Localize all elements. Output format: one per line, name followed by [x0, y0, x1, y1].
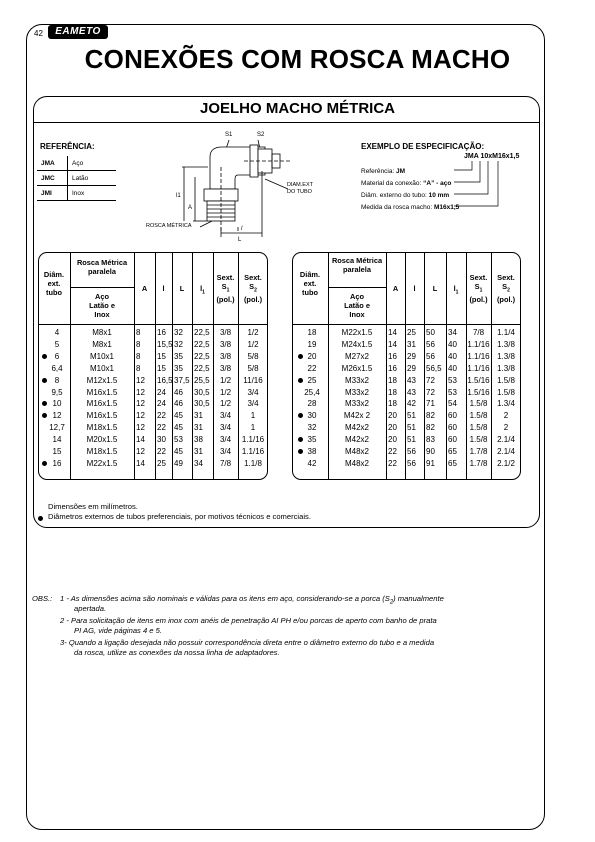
cell-l-small: 29 — [407, 351, 416, 361]
referencia-label: REFERÊNCIA: — [40, 142, 95, 151]
cell-l-small: 43 — [407, 375, 416, 385]
cell-s1: 3/8 — [219, 339, 232, 349]
ref-code: JMA — [37, 156, 68, 171]
cell-s2: 1/2 — [247, 339, 259, 349]
cell-l-big: 72 — [426, 375, 435, 385]
header-l-small: l — [162, 284, 165, 293]
cell-l-big: 32 — [174, 328, 183, 337]
exemplo-line: Diâm. externo do tubo: 10 mm — [361, 192, 450, 199]
cell-diam: 19 — [307, 339, 317, 349]
cell-rosca: M33x2 — [344, 375, 369, 385]
cell-s1: 3/8 — [219, 351, 232, 361]
cell-a: 12 — [136, 447, 145, 456]
cell-s1: 7/8 — [219, 458, 232, 468]
cell-rosca: M48x2 — [344, 447, 369, 456]
cell-diam: 5 — [54, 339, 60, 349]
cell-l-small: 25 — [407, 328, 416, 337]
cell-a: 12 — [136, 375, 145, 385]
cell-a: 12 — [136, 411, 145, 421]
obs-item-1: 1 - As dimensões acima são nominais e válidas para os itens em aço, considerando-se a porca $(S_2)$ manualmente — [60, 594, 444, 606]
cell-l-big: 49 — [174, 458, 183, 468]
cell-s2: 2 — [503, 411, 509, 421]
header-divider — [38, 324, 268, 325]
cell-l-small: 25 — [157, 458, 166, 468]
preferred-dot-icon — [38, 516, 43, 521]
cell-l-big: 90 — [426, 447, 435, 456]
cell-a: 14 — [388, 328, 397, 337]
cell-a: 22 — [388, 458, 397, 468]
cell-diam: 9,5 — [51, 387, 63, 397]
header-divider — [292, 324, 521, 325]
cell-l1: 60 — [448, 435, 457, 445]
cell-a: 20 — [388, 411, 397, 421]
cell-s2: 3/4 — [247, 387, 259, 397]
cell-a: 12 — [136, 423, 145, 433]
cell-l-big: 45 — [174, 423, 183, 433]
cell-l-small: 42 — [407, 399, 416, 409]
cell-rosca: M12x1.5 — [86, 375, 118, 385]
rosca-divider — [328, 287, 386, 288]
cell-diam: 22 — [307, 363, 317, 373]
cell-l-big: 37,5 — [174, 375, 190, 385]
note-preferenciais: Diâmetros externos de tubos preferenciais, por motivos técnicos e comerciais. — [48, 512, 311, 521]
referencia-row — [37, 156, 116, 171]
cell-s1: 1.7/8 — [469, 447, 488, 456]
cell-l-big: 91 — [426, 458, 435, 468]
cell-l1: 53 — [448, 387, 457, 397]
cell-s1: 3/4 — [219, 447, 232, 456]
cell-a: 16 — [388, 363, 397, 373]
cell-diam: 25 — [307, 375, 317, 385]
cell-s1: 3/4 — [219, 411, 232, 421]
cell-l-big: 83 — [426, 435, 435, 445]
header-diam: Diâm. ext. tubo — [299, 270, 321, 297]
cell-diam: 12 — [52, 411, 62, 421]
cell-s1: 1/2 — [219, 375, 232, 385]
cell-l1: 34 — [194, 458, 203, 468]
cell-s1: 1.1/16 — [467, 351, 490, 361]
cell-l-small: 16,5 — [157, 375, 173, 385]
cell-s1: 1/2 — [219, 387, 232, 397]
cell-s1: 7/8 — [472, 328, 485, 337]
cell-s1: 1.1/16 — [467, 363, 490, 373]
rosca-divider — [70, 287, 134, 288]
header-a: A — [141, 284, 148, 293]
cell-rosca: M24x1.5 — [341, 339, 373, 349]
cell-s1: 1.5/16 — [467, 387, 490, 397]
cell-l-small: 29 — [407, 363, 416, 373]
cell-l-small: 43 — [407, 387, 416, 397]
cell-s1: 3/4 — [219, 435, 232, 445]
cell-a: 22 — [388, 447, 397, 456]
cell-l1: 30,5 — [194, 387, 210, 397]
cell-s1: 3/4 — [219, 423, 232, 433]
cell-l1: 22,5 — [194, 351, 210, 361]
cell-diam: 4 — [54, 328, 60, 337]
cell-a: 12 — [136, 399, 145, 409]
cell-s1: 1.1/16 — [467, 339, 490, 349]
cell-diam: 35 — [307, 435, 317, 445]
cell-s1: 1.5/8 — [469, 411, 488, 421]
cell-l-big: 35 — [174, 351, 183, 361]
cell-rosca: M20x1.5 — [86, 435, 118, 445]
cell-l1: 34 — [448, 328, 457, 337]
cell-l1: 40 — [448, 363, 457, 373]
cell-diam: 6 — [54, 351, 60, 361]
cell-l-big: 53 — [174, 435, 183, 445]
cell-l-small: 22 — [157, 423, 166, 433]
cell-s2: 2 — [503, 423, 509, 433]
obs-label: OBS.: — [32, 594, 53, 603]
cell-l1: 60 — [448, 411, 457, 421]
cell-rosca: M22x1.5 — [86, 458, 118, 468]
cell-l1: 54 — [448, 399, 457, 409]
cell-rosca: M10x1 — [89, 351, 114, 361]
ref-material: Aço — [68, 156, 117, 171]
cell-l-big: 46 — [174, 387, 183, 397]
cell-s1: 1/2 — [219, 399, 232, 409]
cell-l1: 60 — [448, 423, 457, 433]
cell-diam: 20 — [307, 351, 317, 361]
cell-rosca: M16x1.5 — [86, 411, 118, 421]
cell-s2: 1/2 — [247, 328, 259, 337]
cell-l-small: 51 — [407, 423, 416, 433]
ref-material: Latão — [68, 171, 117, 186]
label-a: A — [188, 205, 193, 211]
cell-l1: 22,5 — [194, 363, 210, 373]
cell-a: 18 — [388, 375, 397, 385]
cell-s1: 3/8 — [219, 328, 232, 337]
cell-l1: 22,5 — [194, 339, 210, 349]
section-subtitle: JOELHO MACHO MÉTRICA — [200, 100, 395, 117]
cell-a: 18 — [388, 387, 397, 397]
exemplo-list — [361, 166, 459, 214]
label-s2: S2 — [257, 132, 265, 138]
cell-diam: 14 — [52, 435, 62, 445]
cell-l1: 65 — [448, 458, 457, 468]
referencia-row — [37, 171, 116, 186]
cell-l-big: 82 — [426, 411, 435, 421]
cell-rosca: M42x2 — [344, 423, 369, 433]
cell-a: 8 — [136, 363, 141, 373]
cell-rosca: M33x2 — [344, 399, 369, 409]
cell-l1: 53 — [448, 375, 457, 385]
cell-rosca: M8x1 — [92, 328, 112, 337]
cell-a: 8 — [136, 351, 141, 361]
cell-diam: 6,4 — [51, 363, 63, 373]
header-diam: Diâm. ext. tubo — [43, 270, 65, 297]
cell-l1: 22,5 — [194, 328, 210, 337]
obs-item-2: 2 - Para solicitação de itens em inox com anéis de penetração AI PH e/ou porcas de aperto com banho de prata — [60, 616, 437, 625]
cell-s2: 1.1/4 — [497, 328, 515, 337]
cell-l-small: 15,5 — [157, 339, 173, 349]
cell-s2: 1.3/8 — [497, 339, 515, 349]
brand-logo: EAMETO — [48, 25, 108, 39]
header-rosca: Rosca Métrica paralela — [76, 258, 128, 276]
cell-s1: 1.5/8 — [469, 423, 488, 433]
label-l-big: L — [238, 237, 242, 242]
cell-l-big: 32 — [174, 339, 183, 349]
cell-l-big: 46 — [174, 399, 183, 409]
obs-item-3: 3- Quando a ligação desejada não possuir correspondência direta entre o diâmetro externo do tubo e a medida — [60, 638, 435, 647]
cell-l-small: 16 — [157, 328, 166, 337]
cell-l-small: 15 — [157, 363, 166, 373]
cell-l-small: 15 — [157, 351, 166, 361]
header-l-small: l — [413, 284, 416, 293]
obs-item-2-cont: PI AG, vide páginas 4 e 5. — [74, 626, 162, 635]
cell-s2: 1.5/8 — [497, 375, 515, 385]
cell-l-big: 56 — [426, 351, 435, 361]
referencia-table — [37, 156, 116, 201]
label-diam-ext: DIAM.EXT — [287, 182, 313, 188]
cell-s2: 1.1/8 — [244, 458, 262, 468]
cell-l-small: 30 — [157, 435, 166, 445]
cell-s2: 1.5/8 — [497, 387, 515, 397]
exemplo-line: Material da conexão: “A” - aço — [361, 180, 452, 187]
exemplo-line: Medida da rosca macho: M16x1,5 — [361, 204, 460, 211]
cell-l1: 31 — [194, 423, 203, 433]
cell-rosca: M48x2 — [344, 458, 369, 468]
cell-rosca: M10x1 — [89, 363, 114, 373]
cell-rosca: M27x2 — [344, 351, 369, 361]
cell-l-small: 24 — [157, 387, 166, 397]
cell-s2: 1.3/4 — [497, 399, 515, 409]
header-rosca: Rosca Métrica paralela — [331, 256, 383, 274]
header-s1: Sext. $S_1$ (pol.) — [469, 273, 488, 305]
header-material: Aço Latão e Inox — [89, 292, 115, 319]
cell-rosca: M42x 2 — [343, 411, 371, 421]
cell-s2: 3/4 — [247, 399, 259, 409]
cell-s2: 1.1/16 — [241, 435, 265, 445]
cell-l1: 30,5 — [194, 399, 210, 409]
label-rosca: ROSCA MÉTRICA — [146, 223, 192, 229]
cell-s1: 1.5/8 — [469, 435, 488, 445]
cell-l1: 31 — [194, 411, 203, 421]
cell-l1: 65 — [448, 447, 457, 456]
cell-s2: 1.3/8 — [497, 351, 515, 361]
cell-rosca: M42x2 — [344, 435, 369, 445]
cell-l-small: 22 — [157, 447, 166, 456]
fitting-drawing — [140, 127, 330, 242]
header-s2: Sext. $S_2$ (pol.) — [243, 273, 263, 305]
page-title: CONEXÕES COM ROSCA MACHO — [84, 44, 511, 74]
cell-a: 14 — [136, 458, 145, 468]
cell-rosca: M18x1.5 — [86, 423, 118, 433]
cell-rosca: M18x1.5 — [86, 447, 118, 456]
cell-a: 20 — [388, 423, 397, 433]
cell-diam: 30 — [307, 411, 317, 421]
cell-diam: 25,4 — [304, 387, 320, 397]
cell-rosca: M26x1.5 — [341, 363, 373, 373]
cell-s1: 1.5/8 — [469, 399, 488, 409]
header-l-big: L — [179, 284, 185, 293]
cell-a: 18 — [388, 399, 397, 409]
label-s1: S1 — [225, 132, 233, 138]
header-s2: Sext. $S_2$ (pol.) — [496, 273, 516, 305]
cell-rosca: M8x1 — [92, 339, 112, 349]
cell-l1: 40 — [448, 339, 457, 349]
cell-diam: 10 — [52, 399, 62, 409]
cell-diam: 38 — [307, 447, 317, 456]
cell-rosca: M16x1.5 — [86, 387, 118, 397]
cell-a: 8 — [136, 328, 141, 337]
cell-diam: 12,7 — [49, 423, 65, 433]
header-l1: $l_1$ — [200, 284, 205, 296]
cell-s2: 5/8 — [247, 363, 259, 373]
cell-diam: 32 — [307, 423, 317, 433]
cell-l-big: 45 — [174, 447, 183, 456]
cell-s2: 2.1/2 — [497, 458, 515, 468]
obs-item-1-cont: apertada. — [74, 604, 107, 613]
cell-diam: 16 — [52, 458, 62, 468]
cell-l-big: 35 — [174, 363, 183, 373]
cell-rosca: M33x2 — [344, 387, 369, 397]
cell-a: 16 — [388, 351, 397, 361]
exemplo-label: EXEMPLO DE ESPECIFICAÇÃO: — [361, 142, 485, 151]
cell-s2: 11/16 — [243, 375, 263, 385]
cell-l1: 25,5 — [194, 375, 210, 385]
cell-s2: 2.1/4 — [497, 447, 515, 456]
cell-s1: 3/8 — [219, 363, 232, 373]
label-l1: l1 — [176, 193, 181, 199]
cell-a: 14 — [136, 435, 145, 445]
cell-l1: 38 — [194, 435, 203, 445]
cell-l-big: 56 — [426, 339, 435, 349]
cell-l-big: 82 — [426, 423, 435, 433]
cell-l1: 40 — [448, 351, 457, 361]
cell-l-big: 71 — [426, 399, 435, 409]
page-number: 42 — [34, 29, 43, 38]
cell-l-small: 24 — [157, 399, 166, 409]
cell-a: 8 — [136, 339, 141, 349]
header-l-big: L — [432, 284, 438, 293]
ref-material: Inox — [68, 186, 117, 201]
cell-rosca: M22x1.5 — [341, 328, 373, 337]
header-a: A — [392, 284, 399, 293]
cell-diam: 15 — [52, 447, 62, 456]
exemplo-leaders — [452, 160, 512, 208]
cell-l-small: 51 — [407, 411, 416, 421]
ref-code: JMI — [37, 186, 68, 201]
cell-l-small: 51 — [407, 435, 416, 445]
label-l-small: l — [241, 226, 243, 232]
cell-diam: 18 — [307, 328, 317, 337]
cell-rosca: M16x1.5 — [86, 399, 118, 409]
cell-l1: 31 — [194, 447, 203, 456]
cell-l-big: 45 — [174, 411, 183, 421]
exemplo-code: JMA 10xM16x1,5 — [464, 153, 520, 160]
cell-l-small: 22 — [157, 411, 166, 421]
note-dimensoes: Dimensões em milímetros. — [48, 502, 138, 511]
cell-s2: 5/8 — [247, 351, 259, 361]
cell-l-small: 31 — [407, 339, 416, 349]
cell-l-big: 72 — [426, 387, 435, 397]
cell-s2: 1 — [250, 423, 256, 433]
cell-a: 14 — [388, 339, 397, 349]
header-s1: Sext. $S_1$ (pol.) — [216, 273, 235, 305]
header-material: Aço Latão e Inox — [344, 292, 370, 319]
referencia-row — [37, 186, 116, 201]
cell-s2: 1.3/8 — [497, 363, 515, 373]
exemplo-line: Referência: JM — [361, 168, 406, 175]
cell-s2: 1 — [250, 411, 256, 421]
cell-l-big: 56,5 — [426, 363, 442, 373]
header-l1: $l_1$ — [453, 284, 459, 296]
cell-s1: 1.5/16 — [467, 375, 490, 385]
cell-l-big: 50 — [426, 328, 435, 337]
cell-a: 20 — [388, 435, 397, 445]
cell-a: 12 — [136, 387, 145, 397]
subtitle-divider — [34, 122, 539, 123]
cell-l-small: 56 — [407, 458, 416, 468]
cell-s2: 2.1/4 — [497, 435, 515, 445]
cell-s1: 1.7/8 — [469, 458, 488, 468]
label-do-tubo: DO TUBO — [287, 189, 312, 195]
ref-code: JMC — [37, 171, 68, 186]
cell-diam: 8 — [54, 375, 60, 385]
cell-diam: 42 — [307, 458, 317, 468]
cell-l-small: 56 — [407, 447, 416, 456]
obs-item-3-cont: da rosca, utilize as conexões da nossa linha de adaptadores. — [74, 648, 280, 657]
cell-s2: 1.1/16 — [241, 447, 265, 456]
cell-diam: 28 — [307, 399, 317, 409]
